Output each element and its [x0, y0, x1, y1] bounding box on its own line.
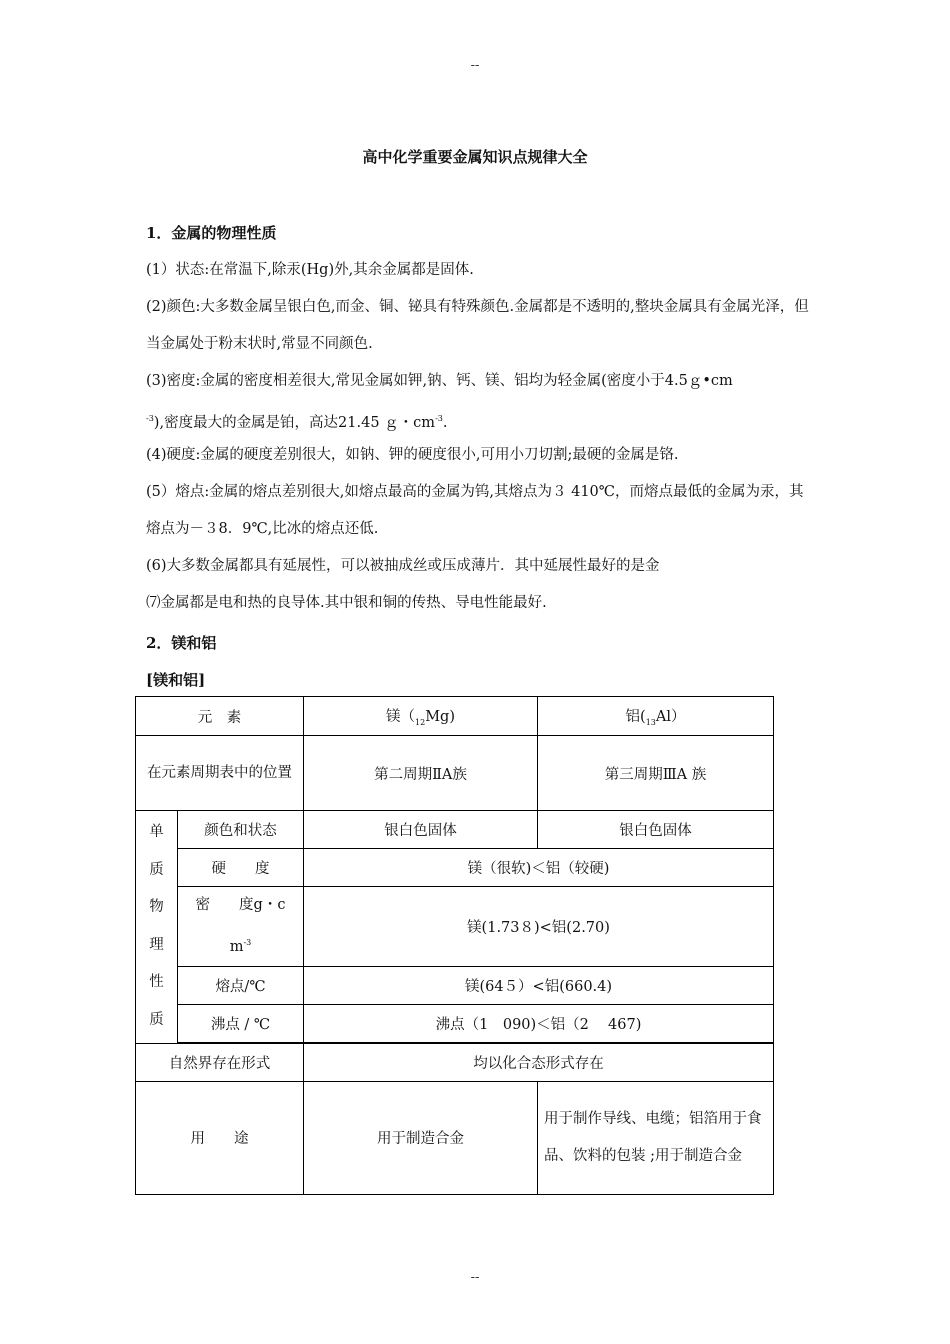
position-label: 在元素周期表中的位置	[136, 736, 304, 811]
mg-color: 银白色固体	[304, 811, 538, 849]
hardness-value: 镁（很软)＜铝（较硬)	[304, 849, 774, 887]
mg-atomic-number: 12	[415, 717, 426, 727]
mg-al-table	[135, 696, 774, 1195]
mg-position: 第二周期ⅡA族	[304, 736, 538, 811]
use-label: 用 途	[136, 1081, 304, 1194]
paragraph-hardness: (4)硬度:金属的硬度差别很大，如钠、钾的硬度很小,可用小刀切割;最硬的金属是铬.	[146, 447, 679, 463]
density-unit-sup-table: -3	[243, 938, 252, 947]
paragraph-density	[146, 363, 816, 442]
al-color: 银白色固体	[538, 811, 774, 849]
nature-value: 均以化合态形式存在	[304, 1043, 774, 1081]
header-element-label: 元 素	[136, 697, 304, 736]
color-label: 颜色和状态	[178, 811, 304, 849]
density-value: 镁(1.73８)<铝(2.70)	[304, 887, 774, 967]
paragraph-conductivity: ⑺金属都是电和热的良导体.其中银和铜的传热、导电性能最好.	[146, 595, 547, 611]
density-label: 密 度g・c $m^{-3}$	[178, 887, 304, 967]
al-atomic-number: 13	[645, 717, 656, 727]
section1-heading: 1．金属的物理性质	[146, 224, 277, 242]
density-tail-end: .	[442, 414, 448, 431]
header-al: 铝$(_{13}Al)$	[538, 697, 774, 736]
al-position: 第三周期ⅢA 族	[538, 736, 774, 811]
page-marker-top: --	[470, 58, 480, 73]
al-use: 用于制作导线、电缆；铝箔用于食品、饮料的包装 ;用于制造合金	[538, 1081, 774, 1194]
boiling-value: 沸点（1 090)＜铝（2 467)	[304, 1004, 774, 1042]
hardness-label: 硬 度	[178, 849, 304, 887]
paragraph-color: (2)颜色:大多数金属呈银白色,而金、铜、铋具有特殊颜色.金属都是不透明的,整块金属具有金属光泽，但当金属处于粉末状时,常显不同颜色.	[146, 299, 809, 352]
melting-label: 熔点/℃	[178, 966, 304, 1004]
page-marker-bottom: --	[470, 1270, 480, 1285]
section2-subheading: [镁和铝]	[146, 671, 206, 689]
density-unit-sup-2: -3	[435, 414, 443, 423]
paragraph-ductility: (6)大多数金属都具有延展性，可以被抽成丝或压成薄片．其中延展性最好的是金	[146, 558, 660, 574]
density-tail-text: ),密度最大的金属是铂，高达21.45 ｇ・cm	[153, 414, 436, 431]
mg-use: 用于制造合金	[304, 1081, 538, 1194]
section2-heading: 2．镁和铝	[146, 634, 217, 652]
density-unit-sup: -3	[146, 414, 154, 423]
header-mg: 镁$(_{12}Mg)$	[304, 697, 538, 736]
nature-label: 自然界存在形式	[136, 1043, 304, 1081]
density-text: (3)密度:金属的密度相差很大,常见金属如钾,钠、钙、镁、铝均为轻金属(密度小于4.5ｇ•cm	[146, 373, 733, 389]
page-title: 高中化学重要金属知识点规律大全	[362, 148, 588, 166]
physical-properties-group-label: 单 质 物 理 性 质	[136, 811, 178, 1044]
paragraph-melting: (5）熔点:金属的熔点差别很大,如熔点最高的金属为钨,其熔点为３ 410℃，而熔点最低的金属为汞，其熔点为－３8．9℃,比冰的熔点还低.	[146, 484, 804, 537]
paragraph-state: (1）状态:在常温下,除汞(Hg)外,其余金属都是固体.	[146, 262, 474, 278]
boiling-label: 沸点 / ℃	[178, 1004, 304, 1042]
melting-value: 镁(64５）<铝(660.4)	[304, 966, 774, 1004]
